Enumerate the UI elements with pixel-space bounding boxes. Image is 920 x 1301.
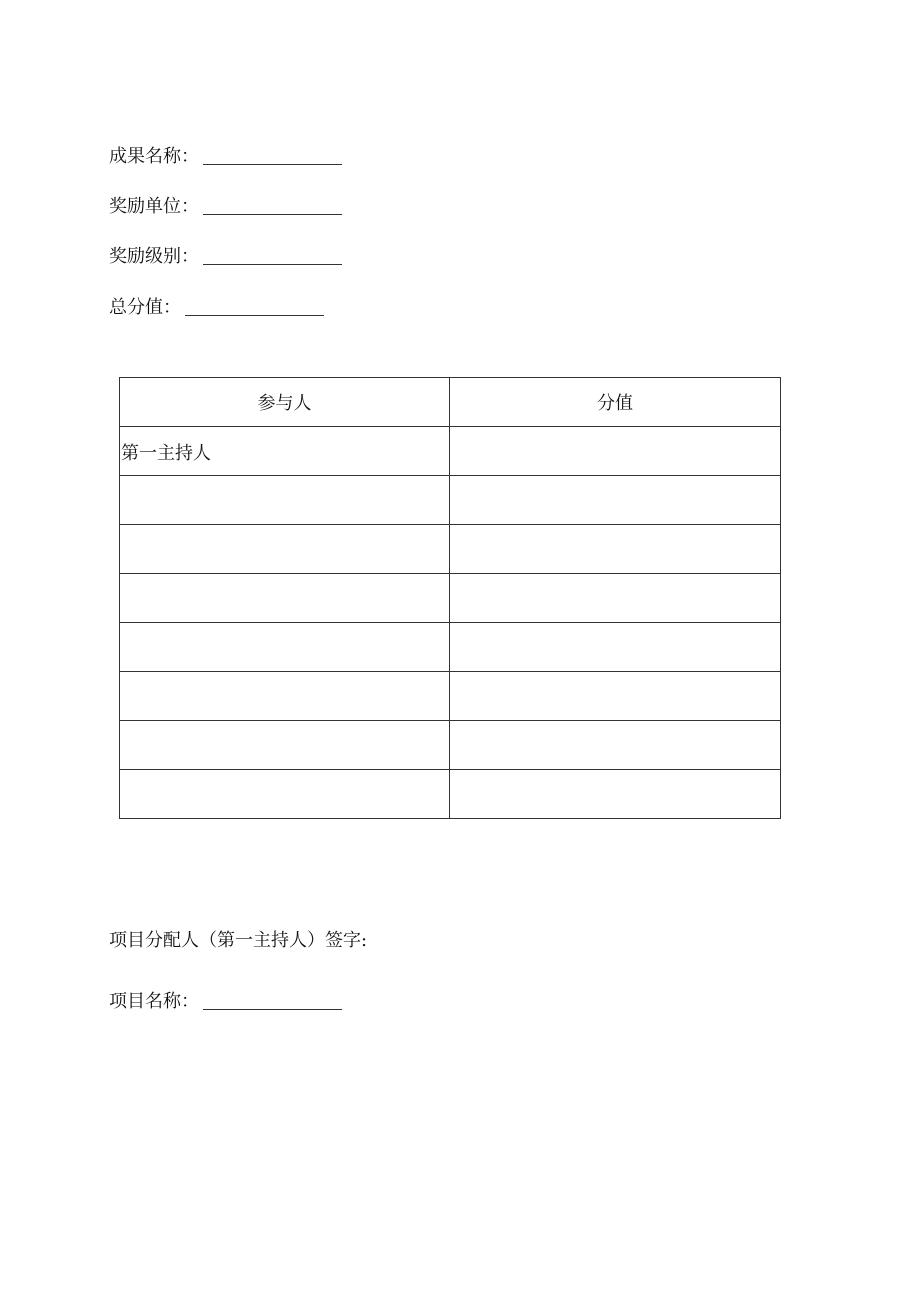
participant-cell[interactable] [120,574,450,623]
project-name-blank[interactable] [203,1009,342,1010]
table-row [120,427,781,476]
signature-label: 项目分配人（第一主持人）签字: [109,930,368,951]
table-row [120,476,781,525]
field-award-level [109,241,342,269]
score-cell[interactable] [450,427,781,476]
score-cell[interactable] [450,623,781,672]
participant-cell[interactable] [120,770,450,819]
table-header-row [120,378,781,427]
award-level-blank[interactable] [203,264,342,265]
total-score-label: 总分值： [109,297,181,318]
table-row [120,770,781,819]
score-cell[interactable] [450,721,781,770]
participant-cell[interactable] [120,672,450,721]
table-row [120,574,781,623]
score-cell[interactable] [450,476,781,525]
award-unit-blank[interactable] [203,214,342,215]
participant-cell[interactable] [120,476,450,525]
field-total-score [109,292,324,320]
achievement-name-blank[interactable] [203,164,342,165]
award-unit-label: 奖励单位： [109,196,199,217]
field-award-unit [109,191,342,219]
participant-cell[interactable] [120,623,450,672]
participant-cell[interactable] [120,525,450,574]
achievement-name-label: 成果名称： [109,146,199,167]
score-cell[interactable] [450,525,781,574]
table-row [120,525,781,574]
header-participant: 参与人 [120,378,450,427]
field-project-name [109,986,342,1014]
table-row [120,623,781,672]
score-cell[interactable] [450,672,781,721]
table-row [120,721,781,770]
score-cell[interactable] [450,574,781,623]
total-score-blank[interactable] [185,315,324,316]
participant-cell[interactable]: 第一主持人 [120,427,450,476]
participant-cell[interactable] [120,721,450,770]
header-score: 分值 [450,378,781,427]
field-achievement-name [109,141,342,169]
participant-score-table [119,377,781,819]
project-name-label: 项目名称： [109,991,199,1012]
score-cell[interactable] [450,770,781,819]
table-row [120,672,781,721]
award-level-label: 奖励级别： [109,246,199,267]
